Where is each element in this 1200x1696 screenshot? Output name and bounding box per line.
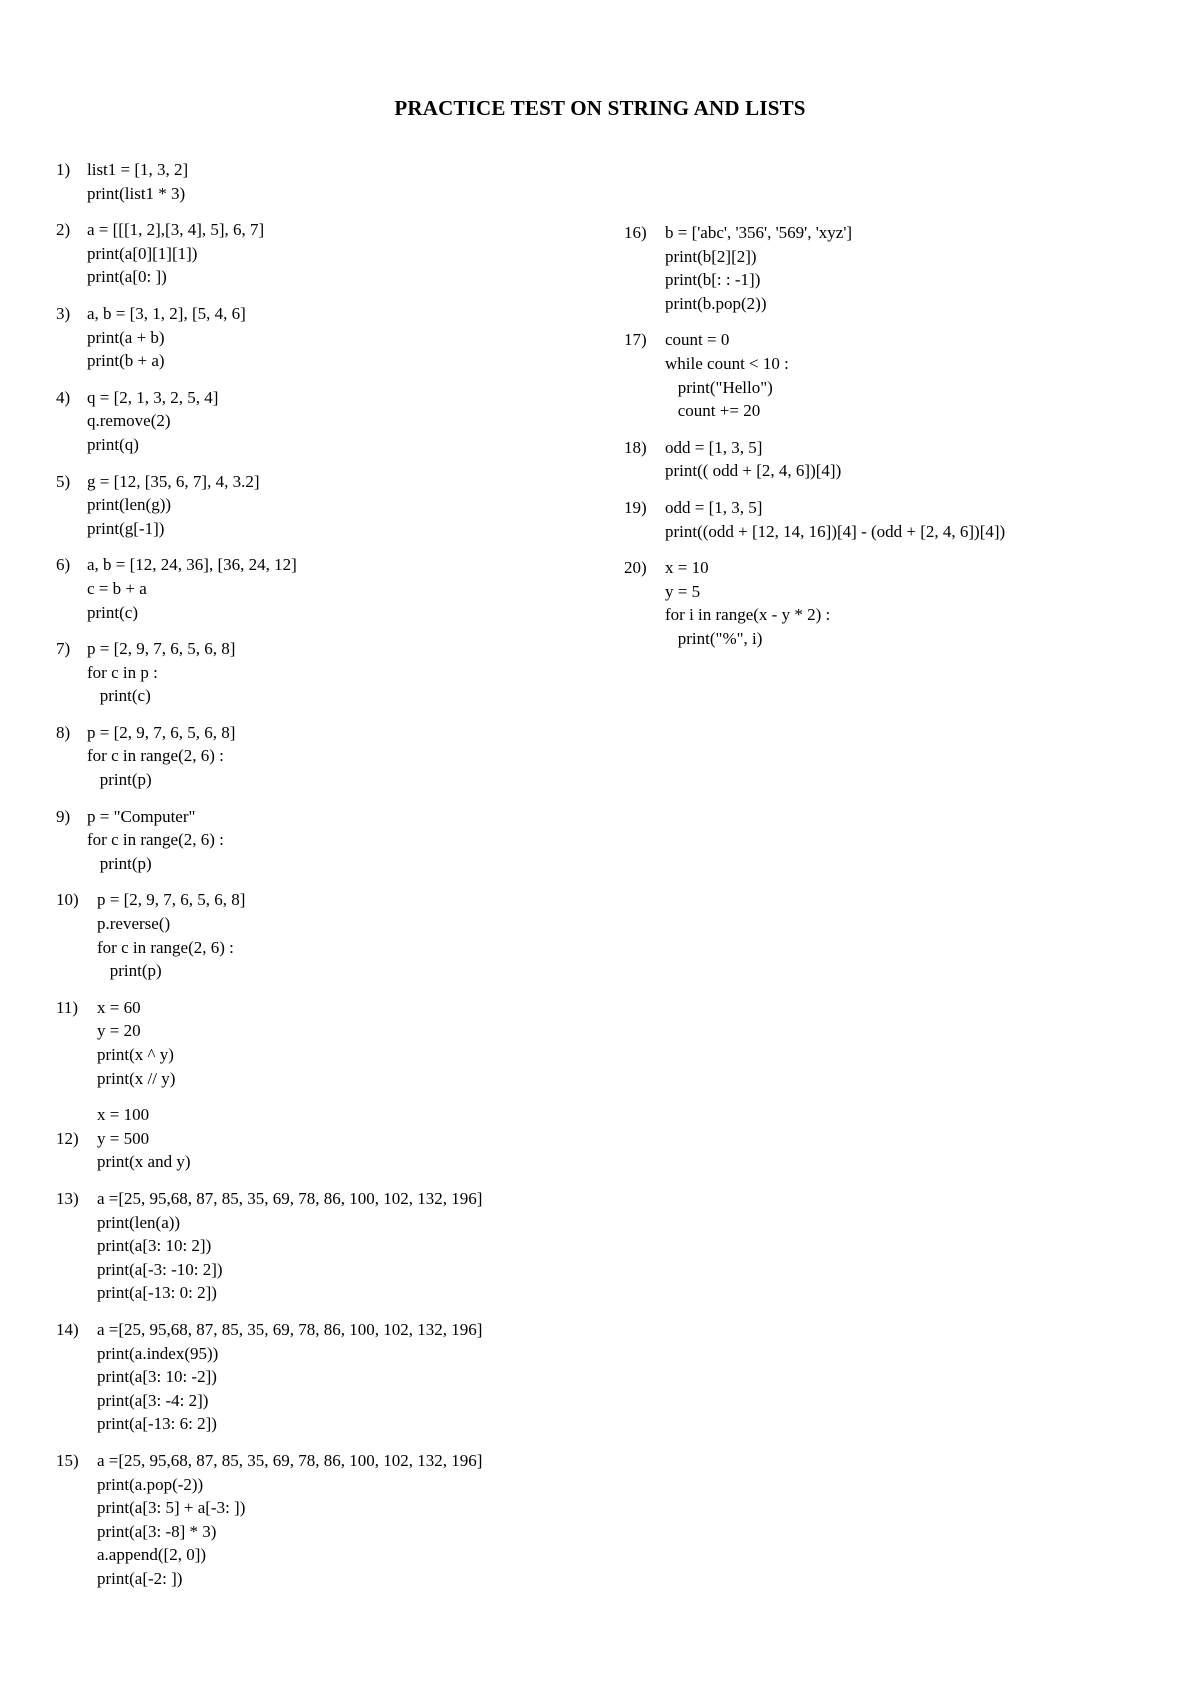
code-line: print(a[0][1][1]) [87,243,198,263]
question-12 [56,1103,596,1174]
question-11 [56,996,596,1090]
question-6 [56,553,596,624]
question-number: 16) [624,223,647,242]
code-line: for c in range(2, 6) : [87,830,224,850]
code-block [87,553,596,624]
code-line: print(b[2][2]) [665,246,757,266]
code-line: print(x ^ y) [97,1045,174,1064]
code-block [87,805,596,876]
question-18 [624,436,1184,483]
code-line: a = [[[1, 2],[3, 4], 5], 6, 7] [87,220,265,240]
question-number: 8) [56,722,71,742]
question-number: 12) [56,1128,79,1148]
question-number: 18) [624,437,647,457]
code-line: p.reverse() [97,914,171,934]
code-line: print(a + b) [87,327,165,347]
code-line: y = 20 [97,1021,141,1041]
code-line: a =[25, 95,68, 87, 85, 35, 69, 78, 86, 100, 102, 132, 196] [97,1450,483,1470]
question-15 [56,1449,596,1591]
code-line: while count < 10 : [665,353,789,373]
question-2 [56,218,596,289]
question-16 [624,221,1184,315]
code-line: print(a[3: -8] * 3) [97,1521,217,1541]
code-line: print(b.pop(2)) [665,293,767,313]
question-13 [56,1187,596,1305]
code-line: print(a.pop(-2)) [97,1474,204,1494]
question-number: 3) [56,303,71,323]
code-line: p = [2, 9, 7, 6, 5, 6, 8] [87,639,236,659]
question-number: 7) [56,639,71,659]
question-number: 19) [624,497,647,517]
code-line: odd = [1, 3, 5] [665,497,763,517]
code-block [665,221,1184,315]
code-block [97,1187,596,1305]
code-line: print(a.index(95)) [97,1343,219,1363]
code-line: p = "Computer" [87,806,196,826]
code-line: print(a[3: 10: -2]) [97,1367,217,1387]
question-number: 11) [56,997,79,1017]
code-line: c = b + a [87,578,147,598]
code-line: print(x // y) [97,1068,176,1088]
code-block [97,1449,596,1591]
question-number: 2) [56,220,71,240]
code-line: a, b = [3, 1, 2], [5, 4, 6] [87,303,246,323]
code-line: q = [2, 1, 3, 2, 5, 4] [87,387,219,407]
question-column-right [624,221,1184,664]
code-line: print(a[3: 10: 2]) [97,1236,212,1256]
question-number: 1) [56,160,71,179]
question-number: 4) [56,387,71,407]
code-block [87,218,596,289]
code-line: print(a[-2: ]) [97,1568,183,1588]
question-number: 6) [56,555,71,575]
code-block [97,1103,596,1174]
code-line: print(list1 * 3) [87,183,186,203]
question-20 [624,556,1184,650]
code-block [97,888,596,982]
question-3 [56,302,596,373]
question-8 [56,721,596,792]
code-line: y = 500 [97,1128,150,1148]
code-line: g = [12, [35, 6, 7], 4, 3.2] [87,471,260,491]
code-line: print(g[-1]) [87,518,165,538]
code-block [665,496,1184,543]
question-4 [56,386,596,457]
question-17 [624,328,1184,422]
code-block [97,996,596,1090]
code-line: print(a[-13: 0: 2]) [97,1283,217,1303]
question-14 [56,1318,596,1436]
code-line: print(b[: : -1]) [665,270,761,290]
question-1 [56,158,596,205]
question-9 [56,805,596,876]
code-line: for c in range(2, 6) : [87,746,224,766]
code-line: print(q) [87,434,139,454]
code-block [87,637,596,708]
question-number: 17) [624,330,647,350]
question-10 [56,888,596,982]
code-line: y = 5 [665,581,701,601]
code-line: print(x and y) [97,1152,191,1172]
code-line: p = [2, 9, 7, 6, 5, 6, 8] [87,722,236,742]
code-block [87,386,596,457]
code-line: print(a[-13: 6: 2]) [97,1414,217,1434]
code-line: print("%", i) [665,628,763,648]
code-line: print(len(a)) [97,1212,181,1232]
code-line: a.append([2, 0]) [97,1545,207,1565]
code-block [665,436,1184,483]
code-line: for c in range(2, 6) : [97,937,234,957]
question-number: 9) [56,806,71,826]
code-line: print((odd + [12, 14, 16])[4] - (odd + [2, 4, 6])[4]) [665,521,1006,541]
code-block [665,556,1184,650]
code-line: print(a[0: ]) [87,267,167,287]
code-line: print(b + a) [87,351,165,371]
code-line: q.remove(2) [87,411,171,431]
code-line: print(p) [87,770,152,790]
question-19 [624,496,1184,543]
code-block [97,1318,596,1436]
code-line: print(a[3: 5] + a[-3: ]) [97,1498,246,1518]
code-line: x = 100 [97,1105,150,1125]
code-line: odd = [1, 3, 5] [665,437,763,457]
code-line: a =[25, 95,68, 87, 85, 35, 69, 78, 86, 100, 102, 132, 196] [97,1188,483,1208]
question-number: 14) [56,1319,79,1339]
code-line: for c in p : [87,662,158,682]
code-line: print(p) [87,853,152,873]
code-block [665,328,1184,422]
page-title: PRACTICE TEST ON STRING AND LISTS [394,96,806,120]
code-line: count += 20 [665,401,761,421]
code-line: for i in range(x - y * 2) : [665,605,831,625]
code-line: list1 = [1, 3, 2] [87,160,189,179]
code-line: print(c) [87,686,151,706]
code-line: p = [2, 9, 7, 6, 5, 6, 8] [97,890,246,910]
code-line: print(( odd + [2, 4, 6])[4]) [665,461,842,481]
code-block [87,158,596,205]
code-block [87,302,596,373]
question-number: 5) [56,471,71,491]
question-number: 13) [56,1188,79,1208]
question-5 [56,470,596,541]
code-line: print("Hello") [665,377,773,397]
question-number: 20) [624,558,647,578]
code-line: x = 60 [97,997,141,1017]
code-line: a =[25, 95,68, 87, 85, 35, 69, 78, 86, 100, 102, 132, 196] [97,1319,483,1339]
question-column-left [56,158,596,1603]
question-number: 15) [56,1450,79,1470]
code-line: print(p) [97,961,162,981]
code-line: b = ['abc', '356', '569', 'xyz'] [665,223,853,242]
code-line: print(a[-3: -10: 2]) [97,1259,223,1279]
code-line: x = 10 [665,558,709,578]
question-7 [56,637,596,708]
code-line: print(c) [87,602,138,622]
code-line: a, b = [12, 24, 36], [36, 24, 12] [87,555,297,575]
question-number: 10) [56,890,79,910]
code-line: count = 0 [665,330,730,350]
code-block [87,721,596,792]
code-line: print(a[3: -4: 2]) [97,1390,209,1410]
code-line: print(len(g)) [87,495,172,515]
code-block [87,470,596,541]
